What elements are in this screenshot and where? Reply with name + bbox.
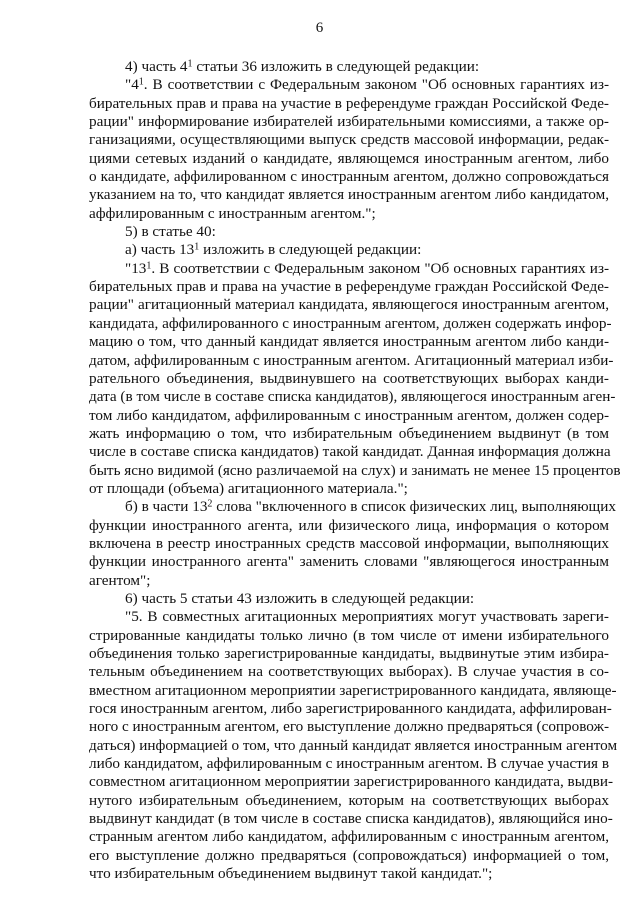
text-line: кандидата, аффилированного с иностранным агентом, должен содержать инфор- [89, 314, 612, 332]
text-line: объединения только зарегистрированные кандидаты, выдвинутые этим избира- [89, 645, 609, 662]
text-line: датом, аффилированным с иностранным агентом. Агитационный материал изби- [89, 351, 614, 369]
text-line: странным агентом либо кандидатом, аффилированным с иностранным агентом, [89, 828, 609, 846]
text-line: включена в реестр иностранных средств массовой информации, выполняющих [89, 534, 609, 552]
text-line: тельным объединением на соответствующих выборах). В случае участия в со- [89, 663, 609, 681]
text-line: дата (в том числе в составе списка кандидатов), являющегося иностранным аген- [89, 388, 616, 406]
text-line: гося иностранным агентом, либо зарегистрированного кандидата, аффилирован- [89, 700, 612, 718]
text-line: "$4^1$. В соответствии с Федеральным законом "Об основных гарантиях из- [125, 76, 609, 94]
text-line: его выступление должно предваряться (сопровождаться) информацией о том, [89, 846, 609, 864]
text-line: жать информацию о том, что избирательным объединением выдвинут (в том [89, 424, 609, 442]
text-line: что избирательным объединением выдвинут такой кандидат."; [89, 865, 493, 883]
text-line: стрированные кандидаты только лично (в том числе от имени избирательного [89, 626, 609, 644]
text-line: числе в составе списка кандидатов) такой кандидат. Данная информация должна [89, 443, 611, 461]
text-line: совместном агитационном мероприятии зарегистрированного кандидата, выдви- [89, 773, 614, 791]
text-line: вместном агитационном мероприятии зарегистрированного кандидата, являюще- [89, 681, 617, 699]
text-line: б) в части $13^2$ слова "включенного в список физических лиц, выполняющих [125, 498, 616, 516]
text-line: а) часть $13^1$ изложить в следующей редакции: [125, 241, 422, 259]
text-line: рации" информирование избирателей избирательными комиссиями, а также ор- [89, 113, 609, 131]
text-line: мацию о том, что данный кандидат является иностранным агентом либо канди- [89, 333, 609, 351]
text-line: бирательных прав и права на участие в референдуме граждан Российской Феде- [89, 278, 609, 296]
text-line: "5. В совместных агитационных мероприятиях могут участвовать зареги- [125, 608, 609, 626]
text-line: бирательных прав и права на участие в референдуме граждан Российской Феде- [89, 94, 609, 112]
text-line: нутого избирательным объединением, которым на соответствующих выборах [89, 791, 609, 809]
page-number: 6 [315, 20, 324, 36]
text-line: рательного объединения, выдвинувшего на соответствующих выборах канди- [89, 369, 609, 387]
text-line: рации" агитационный материал кандидата, являющегося иностранным агентом, [89, 296, 609, 314]
text-line: от площади (объема) агитационного материала."; [89, 479, 408, 497]
text-line: функции иностранного агента" заменить словами "являющегося иностранным [89, 553, 609, 571]
document-body [89, 58, 621, 883]
text-line: указанием на то, что кандидат является иностранным агентом либо кандидатом, [89, 186, 609, 204]
text-line: 6) часть 5 статьи 43 изложить в следующей редакции: [125, 589, 475, 607]
text-line: 4) часть $4^1$ статьи 36 изложить в следующей редакции: [125, 58, 480, 75]
text-line: даться) информацией о том, что данный кандидат является иностранным агентом [89, 736, 618, 754]
text-line: о кандидате, аффилированном с иностранным агентом, должно сопровождаться [89, 168, 609, 186]
text-line: том либо кандидатом, аффилированным с иностранным агентом, должен содер- [89, 406, 609, 424]
text-line: ганизациями, осуществляющими выпуск средств массовой информации, редак- [89, 131, 609, 149]
text-line: либо кандидатом, аффилированным с иностранным агентом. В случае участия в [89, 755, 609, 773]
text-line: 5) в статье 40: [125, 223, 216, 241]
text-line: циями сетевых изданий о кандидате, являющемся иностранным агентом, либо [89, 149, 609, 167]
text-line: ного с иностранным агентом, его выступление должно предваряться (сопровож- [89, 718, 610, 736]
text-line: "$13^1$. В соответствии с Федеральным законом "Об основных гарантиях из- [125, 259, 609, 277]
text-line: выдвинут кандидат (в том числе в составе списка кандидатов), являющийся ино- [89, 810, 613, 828]
text-line: функции иностранного агента, или физического лица, информация о котором [89, 516, 609, 534]
text-line: быть ясно видимой (ясно различаемой на слух) и занимать не менее 15 процентов [89, 461, 621, 479]
text-line: агентом"; [89, 571, 151, 589]
text-line: аффилированным с иностранным агентом."; [89, 204, 376, 222]
